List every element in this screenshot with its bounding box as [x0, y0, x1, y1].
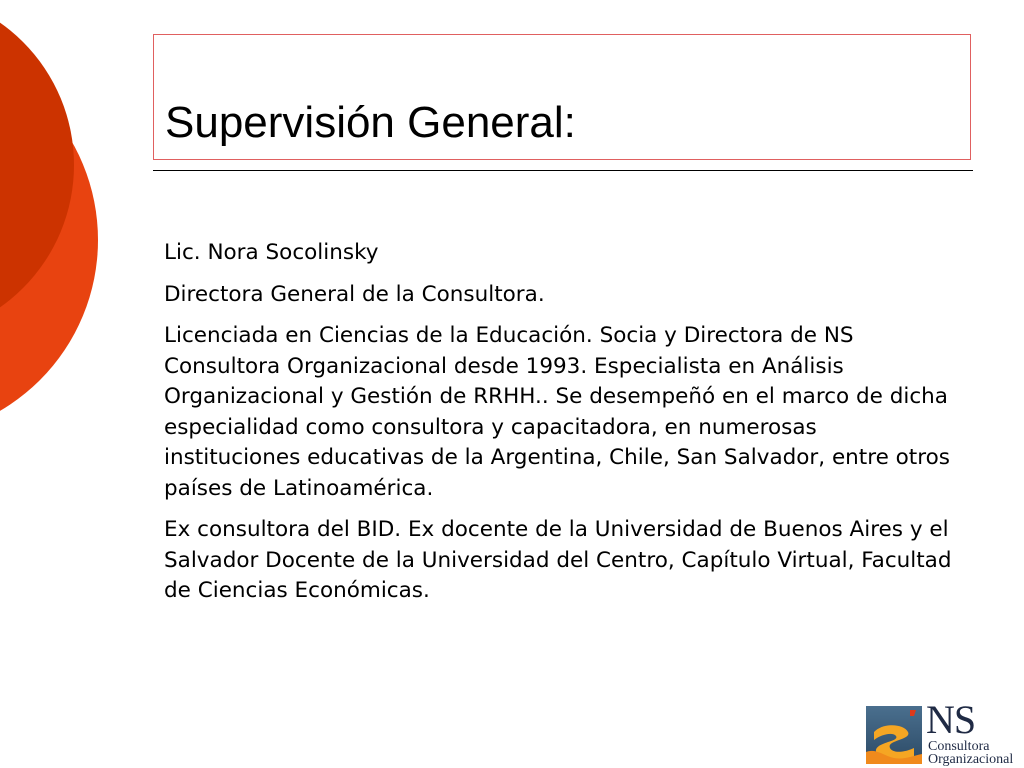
logo-line-2: Organizacional — [928, 752, 1014, 767]
slide-body — [164, 238, 954, 618]
body-paragraph-background: Licenciada en Ciencias de la Educación. Socia y Directora de NS Consultora Organizacional desde 1993. Especialista en Análisis Organizacional y Gestión de RRHH.. Se desempeñó en el marco de dicha especialidad como consultora y capacitadora, en numerosas instituciones educativas de la Argentina, Chile, San Salvador, entre otros países de Latinoamérica. — [164, 323, 950, 501]
logo-line-1: Consultora — [928, 739, 990, 754]
body-paragraph-name: Lic. Nora Socolinsky — [164, 240, 379, 265]
logo-ns-text: NS — [926, 697, 976, 742]
body-paragraph-experience: Ex consultora del BID. Ex docente de la Universidad de Buenos Aires y el Salvador Docente de la Universidad del Centro, Capítulo Virtual, Facultad de Ciencias Económicas. — [164, 517, 952, 603]
slide-title: Supervisión General: — [165, 98, 576, 147]
title-divider — [153, 170, 973, 171]
body-paragraph-role: Directora General de la Consultora. — [164, 281, 545, 307]
title-placeholder — [153, 34, 971, 160]
logo-mark-icon — [866, 706, 922, 764]
decorative-circles — [0, 0, 110, 420]
company-logo — [866, 697, 1024, 768]
